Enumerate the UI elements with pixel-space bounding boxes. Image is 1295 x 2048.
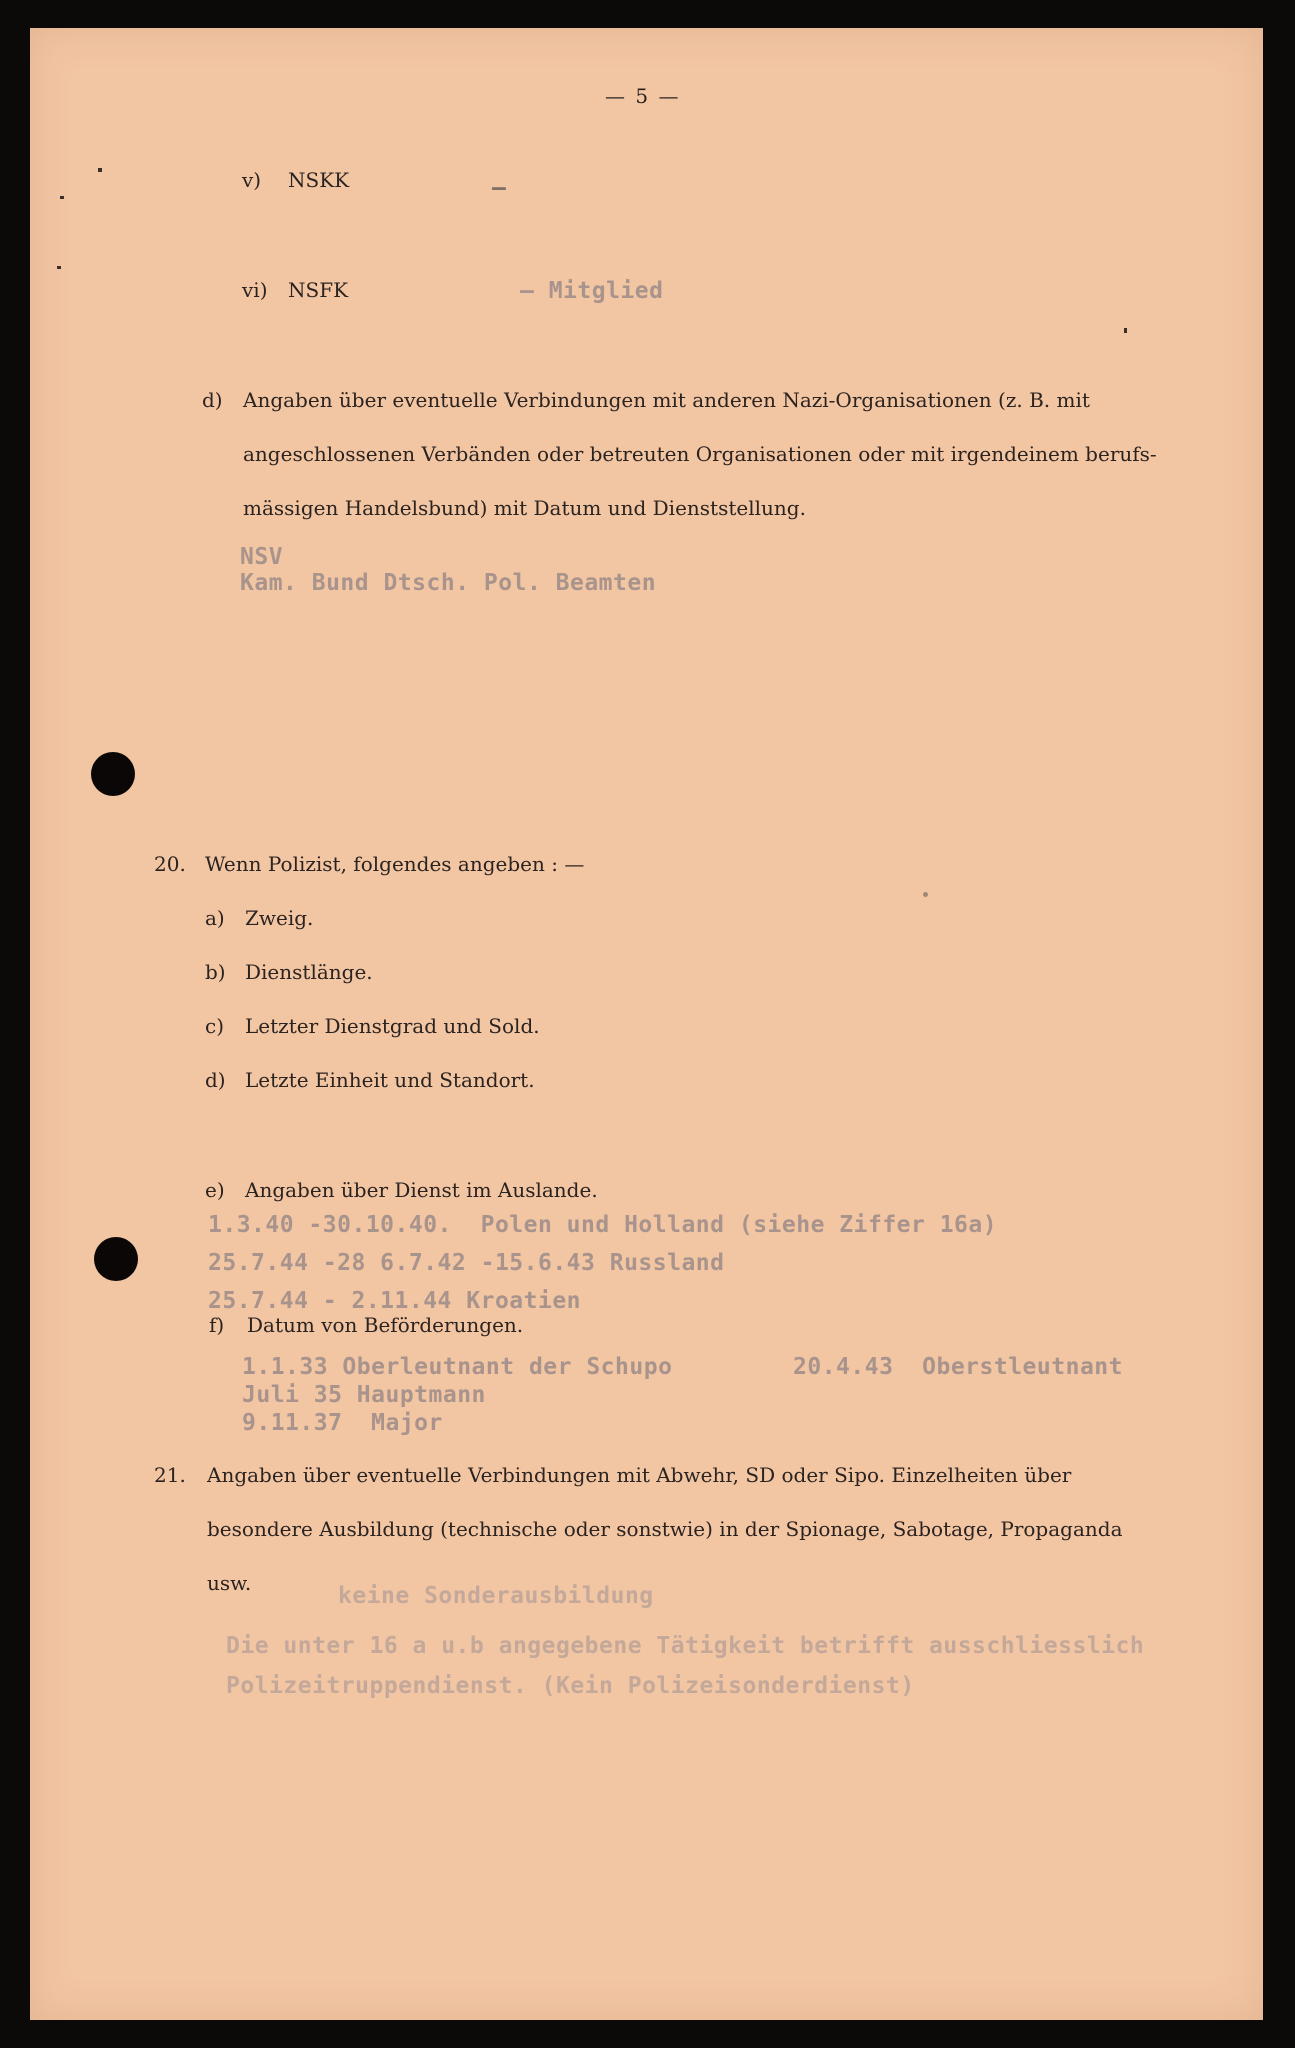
- item-d-answer-2: Kam. Bund Dtsch. Pol. Beamten: [240, 570, 657, 596]
- section-20-e-label: e): [205, 1178, 225, 1202]
- punch-hole: [94, 1237, 138, 1281]
- section-20-e-answer-3: 25.7.44 - 2.11.44 Kroatien: [208, 1288, 582, 1314]
- paper-speck: [60, 196, 64, 199]
- item-vi-org: NSFK: [288, 278, 349, 302]
- section-20-c-text: Letzter Dienstgrad und Sold.: [245, 1014, 540, 1038]
- section-20-f-answer-2: Juli 35 Hauptmann: [242, 1382, 486, 1408]
- paper-speck: [1124, 328, 1127, 333]
- section-21-answer-3: Polizeitruppendienst. (Kein Polizeisonderdienst): [226, 1673, 915, 1699]
- section-20-b-text: Dienstlänge.: [245, 960, 373, 984]
- section-21-line-1: Angaben über eventuelle Verbindungen mit Abwehr, SD oder Sipo. Einzelheiten über: [207, 1463, 1072, 1487]
- item-d-line-2: angeschlossenen Verbänden oder betreuten Organisationen oder mit irgendeinem berufs-: [243, 442, 1157, 466]
- section-21-line-3: usw.: [207, 1571, 252, 1595]
- section-20-f-answer-1a: 1.1.33 Oberleutnant der Schupo: [242, 1354, 673, 1380]
- page-number: — 5 —: [605, 84, 681, 108]
- paper-speck: [57, 266, 61, 269]
- section-20-d-text: Letzte Einheit und Standort.: [245, 1068, 535, 1092]
- section-20-b-label: b): [205, 960, 226, 984]
- item-d-answer-1: NSV: [240, 544, 284, 570]
- section-20-heading: Wenn Polizist, folgendes angeben : —: [205, 852, 585, 876]
- section-20-f-answer-1b: 20.4.43 Oberstleutnant: [793, 1354, 1123, 1380]
- section-21-answer-2: Die unter 16 a u.b angegebene Tätigkeit betrifft ausschliesslich: [226, 1633, 1145, 1659]
- section-21-answer-1: keine Sonderausbildung: [338, 1583, 654, 1609]
- paper-speck: [923, 892, 928, 897]
- section-20-f-text: Datum von Beförderungen.: [247, 1313, 524, 1337]
- paper-speck: [98, 168, 102, 172]
- section-20-a-label: a): [205, 906, 225, 930]
- section-20-e-answer-1: 1.3.40 -30.10.40. Polen und Holland (siehe Ziffer 16a): [208, 1212, 998, 1238]
- section-21-line-2: besondere Ausbildung (technische oder sonstwie) in der Spionage, Sabotage, Propaganda: [207, 1517, 1123, 1541]
- item-d-label: d): [202, 388, 223, 412]
- item-vi-answer: — Mitglied: [520, 278, 664, 304]
- section-20-e-answer-2: 25.7.44 -28 6.7.42 -15.6.43 Russland: [208, 1250, 725, 1276]
- section-20-number: 20.: [154, 852, 186, 876]
- item-v-label: v): [242, 168, 262, 192]
- item-d-line-3: mässigen Handelsbund) mit Datum und Dienststellung.: [243, 496, 806, 520]
- section-20-e-text: Angaben über Dienst im Auslande.: [245, 1178, 598, 1202]
- item-v-org: NSKK: [288, 168, 350, 192]
- section-20-a-text: Zweig.: [245, 906, 314, 930]
- item-vi-label: vi): [242, 278, 268, 302]
- section-21-number: 21.: [154, 1463, 186, 1487]
- item-d-line-1: Angaben über eventuelle Verbindungen mit anderen Nazi-Organisationen (z. B. mit: [243, 388, 1090, 412]
- punch-hole: [91, 752, 135, 796]
- section-20-c-label: c): [205, 1014, 225, 1038]
- document-page: [30, 28, 1263, 2020]
- item-v-answer: —: [492, 175, 507, 201]
- section-20-d-label: d): [205, 1068, 226, 1092]
- section-20-f-label: f): [209, 1313, 225, 1337]
- section-20-f-answer-3: 9.11.37 Major: [242, 1410, 443, 1436]
